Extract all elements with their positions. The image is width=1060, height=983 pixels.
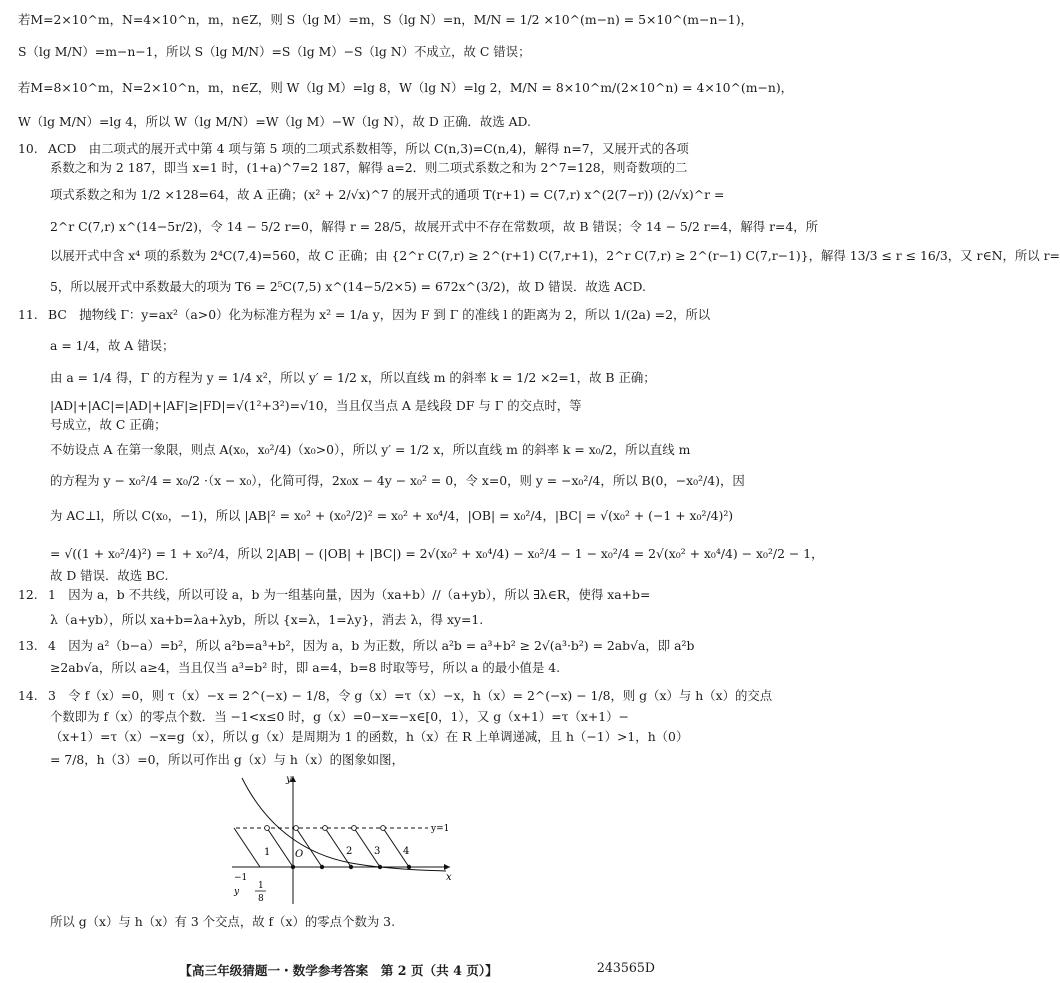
g-segment-0 <box>234 828 260 867</box>
problem-13-line <box>18 638 695 654</box>
problem-number-13: 13. <box>18 638 38 653</box>
page-footer <box>0 960 677 978</box>
line-15: 号成立，故 C 正确； <box>50 417 167 432</box>
problem-number-10: 10. <box>18 141 38 156</box>
line-18: 为 AC⊥l，所以 C(x₀，−1)，所以 |AB|² = x₀² + (x₀²/2)² = x₀² + x₀⁴/4，|OB| = x₀²/4，|BC| = √(x₀² + (−1 + x₀²/4)²) <box>50 508 734 523</box>
line-13: 由 a = 1/4 得，Γ 的方程为 y = 1/4 x²，所以 y′ = 1/2 x，所以直线 m 的斜率 k = 1/2 ×2=1，故 B 正确； <box>50 370 656 385</box>
line-5: ACD 由二项式的展开式中第 4 项与第 5 项的二项式系数相等，所以 C(n,3)=C(n,4)，解得 n=7，又展开式的各项 <box>48 141 689 156</box>
solid-point-3 <box>349 865 353 869</box>
open-point-2 <box>294 826 299 831</box>
line-11: BC 抛物线 Γ：y=ax²（a>0）化为标准方程为 x² = 1/a y，因为 F 到 Γ 的准线 l 的距离为 2，所以 1/(2a) =2，所以 <box>48 307 711 322</box>
line-6: 系数之和为 2 187，即当 x=1 时，(1+a)^7=2 187，解得 a=2．则二项式系数之和为 2^7=128，则奇数项的二 <box>50 160 688 175</box>
g-segment-1 <box>267 828 293 867</box>
footer-title: 【高三年级猜题一・数学参考答案 第 2 页（共 4 页）】 <box>179 963 498 978</box>
origin-label: O <box>295 849 304 860</box>
problem-number-14: 14. <box>18 688 38 703</box>
problem-11-line <box>18 307 711 323</box>
open-point-1 <box>265 826 270 831</box>
line-22: λ（a+yb），所以 xa+b=λa+λyb，所以 {x=λ，1=λy}，消去 λ，得 xy=1. <box>50 612 484 627</box>
line-2: S（lg M/N）=m−n−1，所以 S（lg M/N）=S（lg M）−S（lg N）不成立，故 C 错误； <box>18 44 531 59</box>
footer-code: 243565D <box>596 960 655 975</box>
function-graph <box>228 770 454 908</box>
line-19: = √((1 + x₀²/4)²) = 1 + x₀²/4，所以 2|AB| − (|OB| + |BC|) = 2√(x₀² + x₀⁴/4) − x₀²/4 − 1 − x₀²/4 = 2√(x₀² + x₀⁴/4) − x₀²/2 − 1， <box>50 546 824 561</box>
line-20: 故 D 错误．故选 BC. <box>50 568 169 583</box>
open-point-4 <box>352 826 357 831</box>
x-axis-label: x <box>446 872 452 883</box>
line-28: = 7/8，h（3）=0，所以可作出 g（x）与 h（x）的图象如图， <box>50 752 404 767</box>
line-14: |AD|+|AC|=|AD|+|AF|≥|FD|=√(1²+3²)=√10，当且仅当点 A 是线段 DF 与 Γ 的交点时，等 <box>50 398 582 413</box>
line-16: 不妨设点 A 在第一象限，则点 A(x₀，x₀²/4)（x₀>0），所以 y′ = 1/2 x，所以直线 m 的斜率 k = x₀/2，所以直线 m <box>50 442 691 457</box>
tick-label-3: 3 <box>374 846 381 857</box>
line-27: （x+1）=τ（x）−x=g（x），所以 g（x）是周期为 1 的函数，h（x）在 R 上单调递减，且 h（−1）>1，h（0） <box>50 729 689 744</box>
line-23: 4 因为 a²（b−a）=b²，所以 a²b=a³+b²，因为 a，b 为正数，所以 a²b = a³+b² ≥ 2√(a³·b²) = 2ab√a，即 a²b <box>48 638 695 653</box>
line-12: a = 1/4，故 A 错误； <box>50 338 175 353</box>
lower-y-label: y <box>234 887 240 897</box>
tick-label-2: 2 <box>346 846 353 857</box>
problem-14-line <box>18 688 773 704</box>
line-7: 项式系数之和为 1/2 ×128=64，故 A 正确；(x² + 2/√x)^7 的展开式的通项 T(r+1) = C(7,r) x^(2(7−r)) (2/√x)^r = <box>50 187 725 202</box>
line-1: 若M=2×10^m，N=4×10^n，m，n∈Z，则 S（lg M）=m，S（lg N）=n，M/N = 1/2 ×10^(m−n) = 5×10^(m−n−1)， <box>18 12 753 27</box>
problem-number-12: 12. <box>18 587 38 602</box>
line-29: 所以 g（x）与 h（x）有 3 个交点，故 f（x）的零点个数为 3. <box>50 914 396 929</box>
open-point-3 <box>323 826 328 831</box>
line-9: 以展开式中含 x⁴ 项的系数为 2⁴C(7,4)=560，故 C 正确；由 {2^r C(7,r) ≥ 2^(r+1) C(7,r+1)，2^r C(7,r) ≥ 2^(r−1) C(7,r−1)}，解得 13/3 ≤ r ≤ 16/3，又 r∈N，所以 r= <box>50 248 1060 263</box>
tick-label-4: 4 <box>403 846 410 857</box>
line-24: ≥2ab√a，所以 a≥4，当且仅当 a³=b² 时，即 a=4，b=8 时取等号，所以 a 的最小值是 4. <box>50 660 561 675</box>
left-minus-one-label: −1 <box>234 873 248 883</box>
line-8: 2^r C(7,r) x^(14−5r/2)，令 14 − 5/2 r=0，解得 r = 28/5，故展开式中不存在常数项，故 B 错误；令 14 − 5/2 r=4，解得 r=4，所 <box>50 219 819 234</box>
g-segment-2 <box>296 828 322 867</box>
x-axis-arrow <box>444 864 450 870</box>
line-25: 3 令 f（x）=0，则 τ（x）−x = 2^(−x) − 1/8，令 g（x）=τ（x）−x，h（x）= 2^(−x) − 1/8，则 g（x）与 h（x）的交点 <box>48 688 773 703</box>
tick-label-1: 1 <box>264 847 271 858</box>
open-point-5 <box>381 826 386 831</box>
solid-point-5 <box>407 865 411 869</box>
fraction-denominator: 8 <box>258 894 264 904</box>
line-10: 5，所以展开式中系数最大的项为 T6 = 2⁵C(7,5) x^(14−5/2×5) = 672x^(3/2)，故 D 错误．故选 ACD. <box>50 279 646 294</box>
line-4: W（lg M/N）=lg 4，所以 W（lg M/N）=W（lg M）−W（lg N），故 D 正确．故选 AD. <box>18 114 531 129</box>
problem-10-line <box>18 141 689 157</box>
y-axis-label: y <box>286 774 292 785</box>
problem-number-11: 11. <box>18 307 38 322</box>
fraction-numerator: 1 <box>258 881 264 891</box>
solid-point-1 <box>291 865 295 869</box>
line-21: 1 因为 a，b 不共线，所以可设 a，b 为一组基向量，因为（xa+b）//（a+yb），所以 ∃λ∈R，使得 xa+b= <box>48 587 651 602</box>
dashed-line-label: y=1 <box>431 824 450 834</box>
solid-point-2 <box>320 865 324 869</box>
line-26: 个数即为 f（x）的零点个数．当 −1<x≤0 时，g（x）=0−x=−x∈[0，1），又 g（x+1）=τ（x+1）− <box>50 709 629 724</box>
line-17: 的方程为 y − x₀²/4 = x₀/2 ·（x − x₀），化简可得，2x₀x − 4y − x₀² = 0，令 x=0，则 y = −x₀²/4，所以 B(0，−x₀²/4)，因 <box>50 473 745 488</box>
line-3: 若M=8×10^m，N=2×10^n，m，n∈Z，则 W（lg M）=lg 8，W（lg N）=lg 2，M/N = 8×10^m/(2×10^n) = 4×10^(m−n)， <box>18 80 794 95</box>
problem-12-line <box>18 587 659 603</box>
